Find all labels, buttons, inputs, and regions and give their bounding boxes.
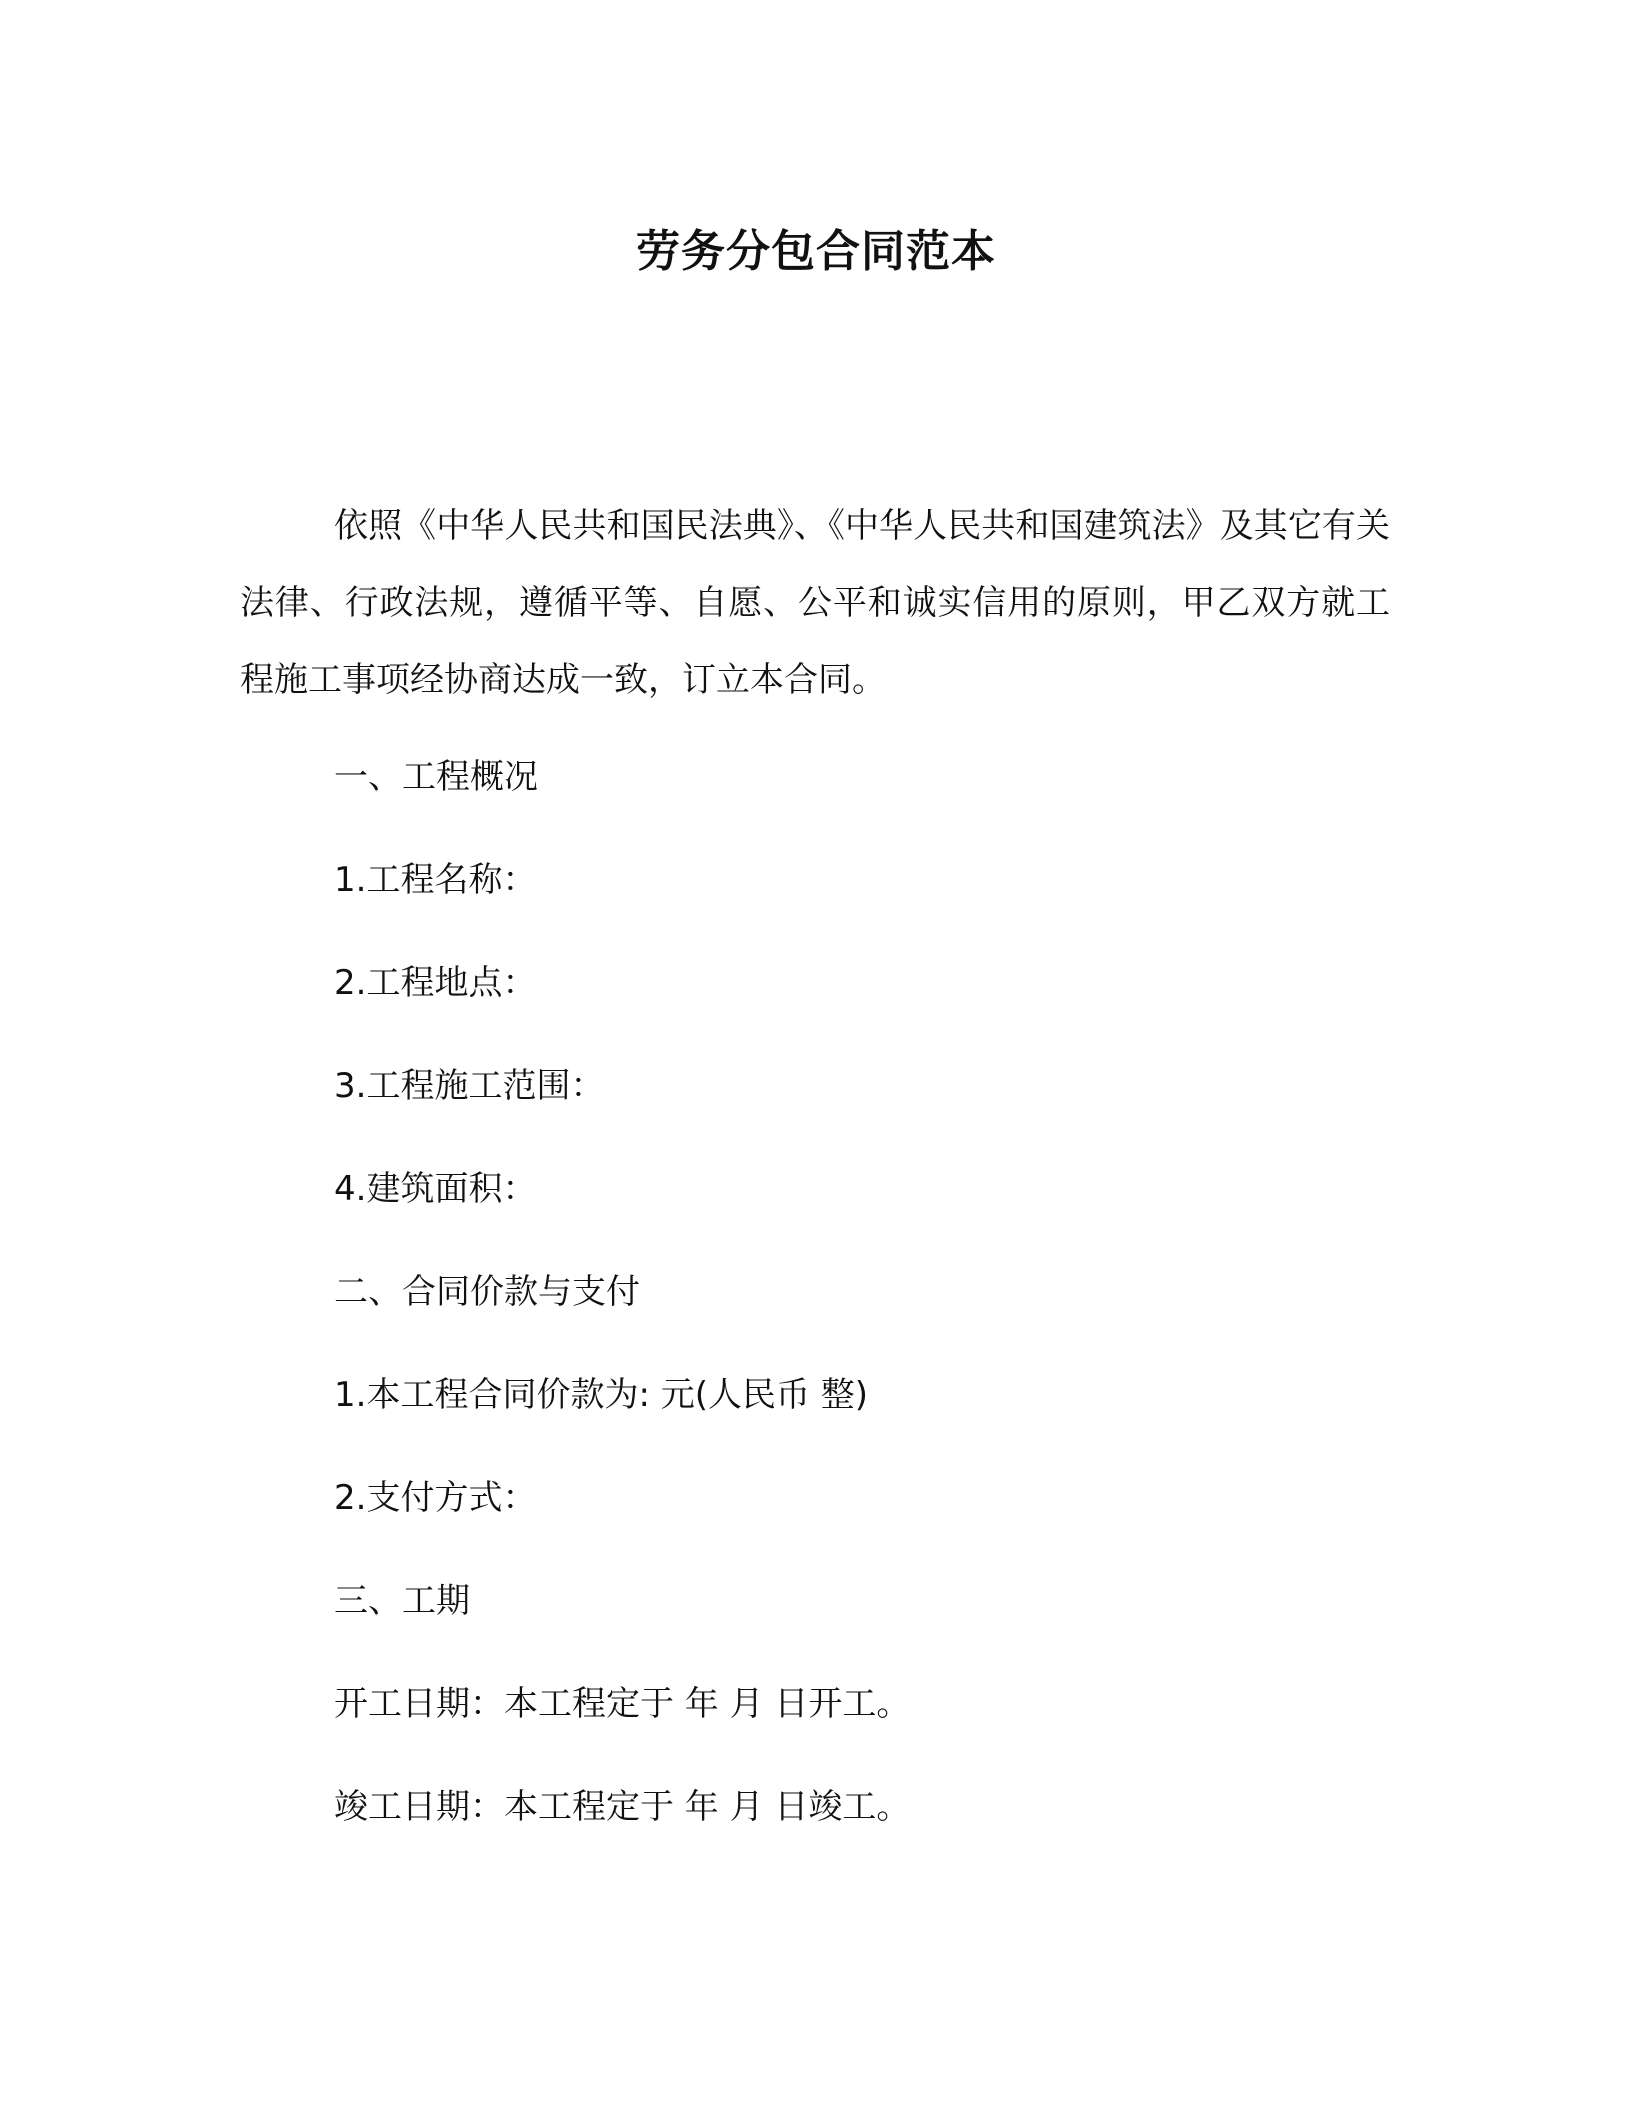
section-heading-price-payment: 二、合同价款与支付: [334, 1272, 640, 1312]
field-completion-date: 竣工日期：本工程定于 年 月 日竣工。: [334, 1787, 911, 1827]
field-payment-method: 2.支付方式：: [334, 1478, 537, 1518]
field-project-name: 1.工程名称：: [334, 860, 537, 900]
field-construction-scope: 3.工程施工范围：: [334, 1066, 605, 1106]
section-heading-schedule: 三、工期: [334, 1581, 470, 1621]
field-building-area: 4.建筑面积：: [334, 1169, 537, 1209]
field-contract-price: 1.本工程合同价款为: 元(人民币 整): [334, 1375, 869, 1415]
field-start-date: 开工日期：本工程定于 年 月 日开工。: [334, 1684, 911, 1724]
section-heading-project-overview: 一、工程概况: [334, 757, 538, 797]
document-title: 劳务分包合同范本: [636, 226, 996, 277]
field-project-location: 2.工程地点：: [334, 963, 537, 1003]
intro-paragraph: 依照《中华人民共和国民法典》、《中华人民共和国建筑法》及其它有关法律、行政法规，遵循平等、自愿、公平和诚实信用的原则，甲乙双方就工程施工事项经协商达成一致，订立本合同。: [240, 506, 1390, 700]
